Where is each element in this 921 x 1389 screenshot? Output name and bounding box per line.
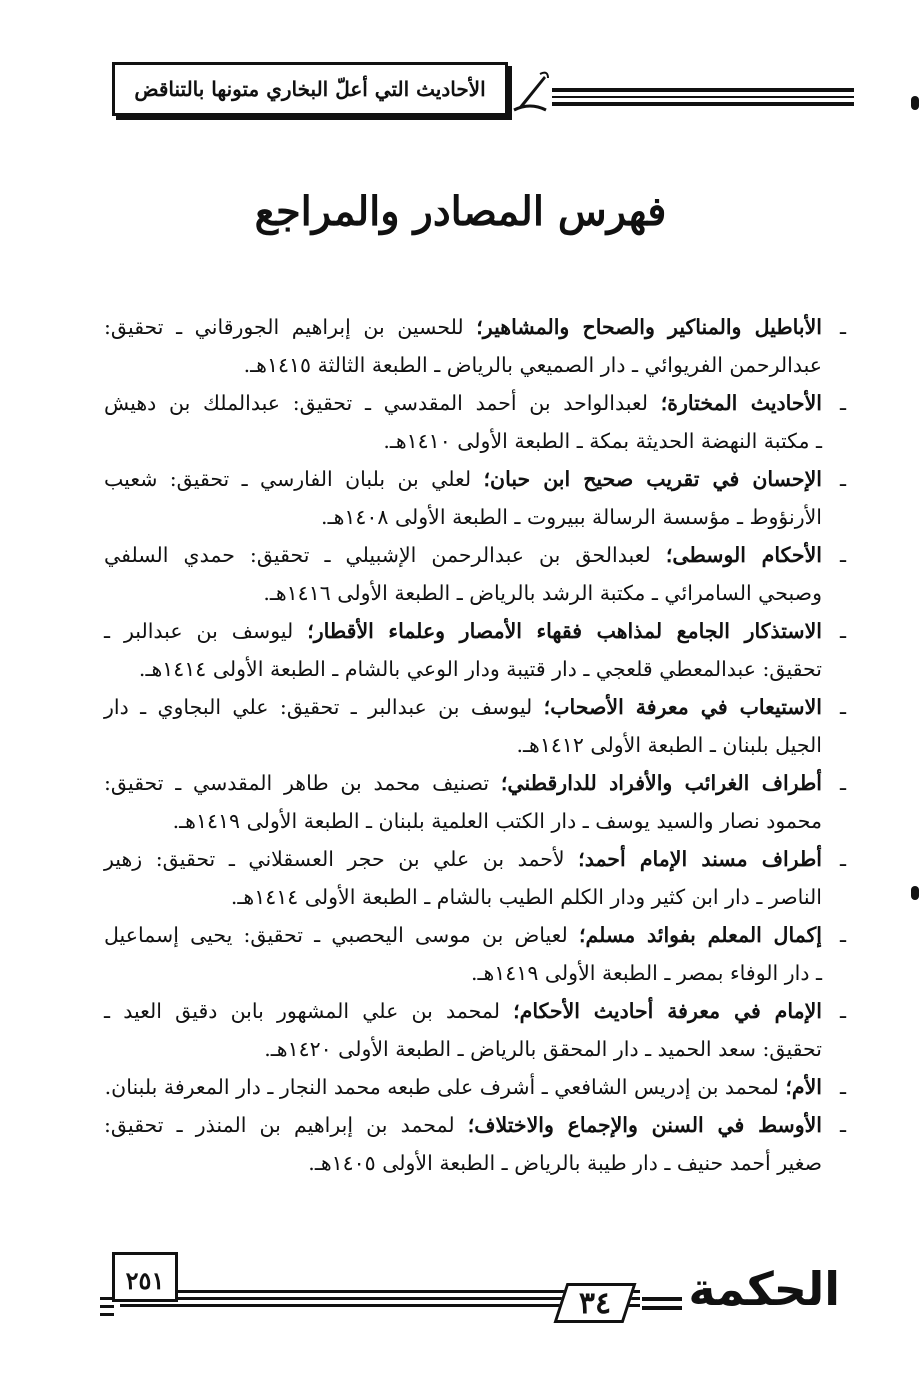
footer-rule <box>120 1290 640 1293</box>
bibliography-entry <box>104 612 846 688</box>
entry-bullet: ـ <box>839 999 846 1023</box>
entry-details: لأحمد بن علي بن حجر العسقلاني ـ تحقيق: زهير <box>104 847 579 871</box>
bibliography-entry <box>104 384 846 460</box>
entry-title: الأباطيل والمناكير والصحاح والمشاهير؛ <box>476 315 823 339</box>
entry-continuation: تحقيق: سعد الحميد ـ دار المحقق بالرياض ـ الطبعة الأولى ١٤٢٠هـ. <box>264 1037 822 1061</box>
entry-continuation: الأرنؤوط ـ مؤسسة الرسالة ببيروت ـ الطبعة الأولى ١٤٠٨هـ. <box>321 505 822 529</box>
entry-line <box>104 992 822 1030</box>
entry-details: لعياض بن موسى اليحصبي ـ تحقيق: يحيى إسماعيل <box>104 923 579 947</box>
entry-title: الإمام في معرفة أحاديث الأحكام؛ <box>513 999 822 1023</box>
bibliography-entry <box>104 764 846 840</box>
entry-bullet: ـ <box>839 1075 846 1099</box>
bibliography-entry <box>104 1106 846 1182</box>
entry-details: لمحمد بن علي المشهور بابن دقيق العيد ـ <box>104 999 514 1023</box>
entry-line <box>104 916 822 954</box>
entry-bullet: ـ <box>839 619 846 643</box>
entry-continuation: صغير أحمد حنيف ـ دار طيبة بالرياض ـ الطبعة الأولى ١٤٠٥هـ. <box>308 1151 822 1175</box>
entry-continuation: وصبحي السامرائي ـ مكتبة الرشد بالرياض ـ الطبعة الأولى ١٤١٦هـ. <box>263 581 822 605</box>
entry-line <box>104 1068 822 1106</box>
entry-bullet: ـ <box>839 1113 846 1137</box>
entry-line <box>104 460 822 498</box>
entry-details: لعبدالواحد بن أحمد المقدسي ـ تحقيق: عبدالملك بن دهيش <box>104 391 661 415</box>
entry-title: أطراف مسند الإمام أحمد؛ <box>578 847 822 871</box>
entry-line <box>104 840 822 878</box>
footer-equals-mark <box>642 1297 682 1315</box>
entry-title: الاستذكار الجامع لمذاهب فقهاء الأمصار وعلماء الأقطار؛ <box>307 619 822 643</box>
margin-dot <box>911 886 919 900</box>
entry-line <box>104 536 822 574</box>
entry-continuation: ـ مكتبة النهضة الحديثة بمكة ـ الطبعة الأولى ١٤١٠هـ. <box>383 429 822 453</box>
entry-continuation: عبدالرحمن الفريوائي ـ دار الصميعي بالرياض ـ الطبعة الثالثة ١٤١٥هـ. <box>243 353 822 377</box>
entry-bullet: ـ <box>839 695 846 719</box>
entry-details: ليوسف بن عبدالبر ـ <box>104 619 308 643</box>
page-number-box <box>112 1252 178 1302</box>
margin-dot <box>911 96 919 110</box>
bibliography-entry <box>104 688 846 764</box>
entry-line <box>104 688 822 726</box>
bibliography-entry <box>104 992 846 1068</box>
entry-bullet: ـ <box>839 771 846 795</box>
entry-title: الاستيعاب في معرفة الأصحاب؛ <box>543 695 822 719</box>
entry-bullet: ـ <box>839 543 846 567</box>
entry-title: الأحاديث المختارة؛ <box>660 391 822 415</box>
bibliography-entry <box>104 460 846 536</box>
entry-details: تصنيف محمد بن طاهر المقدسي ـ تحقيق: <box>104 771 501 795</box>
page-number: ٢٥١ <box>125 1266 165 1295</box>
entry-continuation: محمود نصار والسيد يوسف ـ دار الكتب العلمية بلبنان ـ الطبعة الأولى ١٤١٩هـ. <box>172 809 822 833</box>
entry-line <box>104 612 822 650</box>
entry-details: لعلي بن بلبان الفارسي ـ تحقيق: شعيب <box>104 467 484 491</box>
entry-details: لمحمد بن إبراهيم بن المنذر ـ تحقيق: <box>104 1113 468 1137</box>
entry-continuation: الجيل بلبنان ـ الطبعة الأولى ١٤١٢هـ. <box>516 733 822 757</box>
entry-continuation: ـ دار الوفاء بمصر ـ الطبعة الأولى ١٤١٩هـ. <box>470 961 822 985</box>
entry-continuation: تحقيق: عبدالمعطي قلعجي ـ دار قتيبة ودار الوعي بالشام ـ الطبعة الأولى ١٤١٤هـ. <box>138 657 822 681</box>
entry-title: الأحكام الوسطى؛ <box>665 543 822 567</box>
entry-bullet: ـ <box>839 847 846 871</box>
header-rule <box>552 88 854 110</box>
bibliography-entry <box>104 308 846 384</box>
running-header-box <box>112 62 508 116</box>
entry-title: أطراف الغرائب والأفراد للدارقطني؛ <box>500 771 823 795</box>
issue-number-box <box>554 1283 637 1323</box>
entry-line <box>104 1106 822 1144</box>
entry-title: إكمال المعلم بفوائد مسلم؛ <box>579 923 823 947</box>
running-title: الأحاديث التي أعلّ البخاري متونها بالتناقض <box>134 77 486 101</box>
entry-line <box>104 764 822 802</box>
entry-line <box>104 384 822 422</box>
bibliography-entry <box>104 536 846 612</box>
entry-details: للحسين بن إبراهيم الجورقاني ـ تحقيق: <box>104 315 477 339</box>
entry-bullet: ـ <box>839 315 846 339</box>
bibliography-list <box>104 308 846 1182</box>
entry-title: الإحسان في تقريب صحيح ابن حبان؛ <box>483 467 822 491</box>
issue-number: ٣٤ <box>578 1285 612 1321</box>
entry-bullet: ـ <box>839 923 846 947</box>
entry-line <box>104 308 822 346</box>
bibliography-entry <box>104 840 846 916</box>
entry-bullet: ـ <box>839 391 846 415</box>
page-title: فهرس المصادر والمراجع <box>254 188 667 235</box>
entry-continuation: الناصر ـ دار ابن كثير ودار الكلم الطيب بالشام ـ الطبعة الأولى ١٤١٤هـ. <box>230 885 822 909</box>
entry-details: لمحمد بن إدريس الشافعي ـ أشرف على طبعه محمد النجار ـ دار المعرفة بلبنان. <box>104 1075 786 1099</box>
entry-title: الأم؛ <box>785 1075 822 1099</box>
bibliography-entry <box>104 1068 846 1106</box>
entry-details: لعبدالحق بن عبدالرحمن الإشبيلي ـ تحقيق: حمدي السلفي <box>104 543 666 567</box>
entry-details: ليوسف بن عبدالبر ـ تحقيق: علي البجاوي ـ دار <box>104 695 544 719</box>
entry-bullet: ـ <box>839 467 846 491</box>
bibliography-entry <box>104 916 846 992</box>
entry-title: الأوسط في السنن والإجماع والاختلاف؛ <box>467 1113 823 1137</box>
journal-logo: الحكمة <box>688 1262 840 1316</box>
quill-pen-icon <box>510 68 550 112</box>
